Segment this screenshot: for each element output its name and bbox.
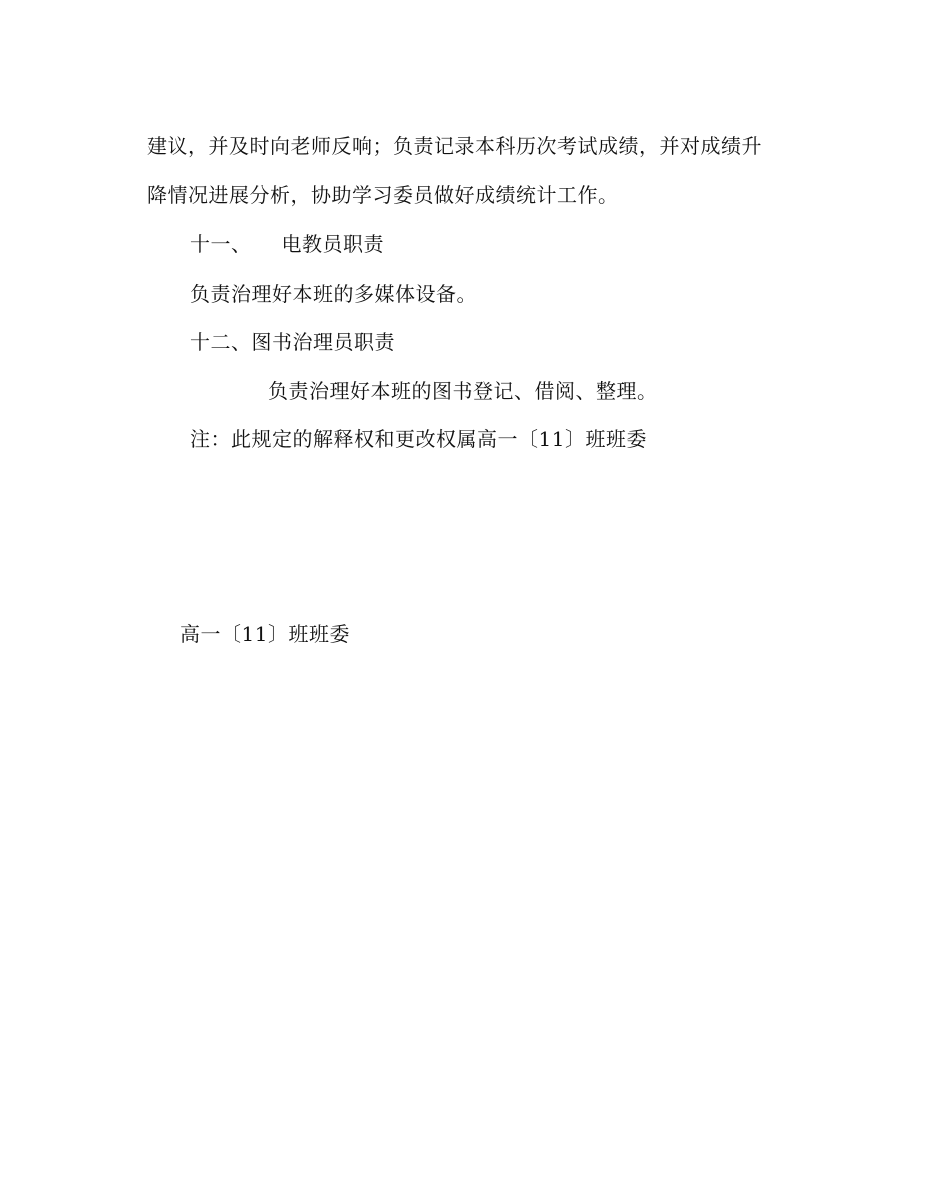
note-line: 注：此规定的解释权和更改权属高一〔11〕班班委 xyxy=(190,427,647,451)
paragraph-continuation-line-1: 建议，并及时向老师反响；负责记录本科历次考试成绩，并对成绩升 xyxy=(147,134,762,158)
section-12-heading: 十二、图书治理员职责 xyxy=(190,330,395,354)
paragraph-continuation-line-2: 降情况进展分析，协助学习委员做好成绩统计工作。 xyxy=(147,183,619,207)
section-12-body: 负责治理好本班的图书登记、借阅、整理。 xyxy=(268,379,658,403)
section-11-heading xyxy=(190,230,384,258)
section-11-body: 负责治理好本班的多媒体设备。 xyxy=(190,282,477,306)
signature: 高一〔11〕班班委 xyxy=(180,622,350,646)
section-11-title: 电教员职责 xyxy=(281,232,384,256)
section-11-number: 十一、 xyxy=(190,232,252,256)
